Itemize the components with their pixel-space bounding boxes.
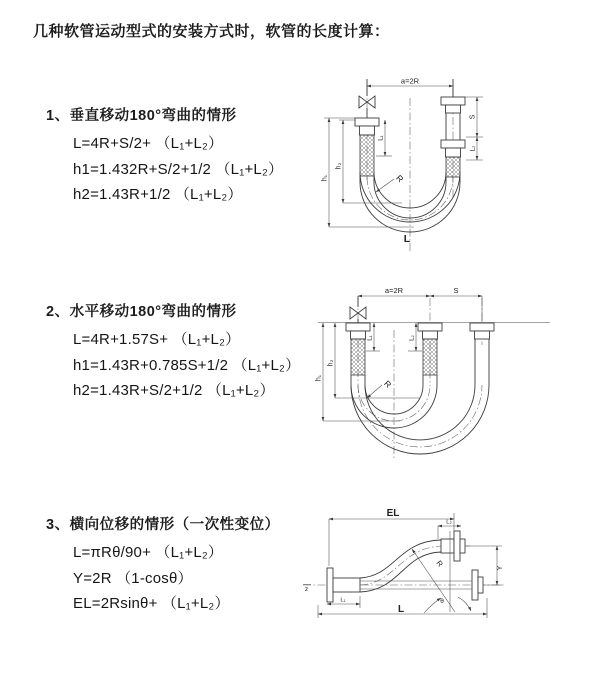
dim-label-l2: L₂ [469,145,477,152]
section-1-heading: 1、垂直移动180°弯曲的情形 [46,108,237,124]
angle-label: θ [440,598,444,605]
formula-line: h1=1.43R+0.785S+1/2 （L₁+L₂） [73,356,301,374]
dim-label-l2: L₂ [408,335,416,341]
hose-u-bend [351,339,489,454]
section-2-heading: 2、水平移动180°弯曲的情形 [46,304,237,320]
dim-label-l2: L₂ [446,519,452,526]
dimension-lines [323,296,482,421]
dim-label-s: S [453,286,459,295]
dim-label-l: L [397,604,405,615]
formula-line: L=πRθ/90+ （L₁+L₂） [73,544,224,561]
displaced-end-fitting [441,531,465,561]
dim-label-y: Y [497,565,504,571]
formula-line: EL=2Rsinθ+ （L₁+L₂） [73,595,230,612]
section-3-heading: 3、横向位移的情形（一次性变位） [46,517,280,533]
dim-label-l1: L₁ [366,335,374,341]
centerlines [358,298,482,458]
formula-line: h2=1.43R+1/2 （L₁+L₂） [73,186,243,203]
radius-label: R [382,378,394,390]
dim-label-h2: h₂ [327,359,335,367]
page-title: 几种软管运动型式的安装方式时，软管的长度计算： [33,23,390,40]
moving-end-fitting-pos2 [470,323,494,339]
formula-line: L=4R+S/2+ （L₁+L₂） [73,135,224,152]
formula-line: Y=2R （1-cosθ） [73,569,193,587]
dim-label-l1: L₁ [340,597,346,604]
dim-label-h1: h₁ [315,374,323,382]
length-label: L [403,233,411,245]
centerline-mark: z [304,586,309,593]
centerlines [367,88,453,252]
left-fitting [355,118,379,176]
dim-label-el: EL [386,508,400,519]
radius-label: R [394,172,406,185]
dim-label-l1: L₁ [377,135,385,141]
formula-line: L=4R+1.57S+ （L₁+L₂） [73,331,241,348]
fixed-end-fitting [346,323,370,375]
horizontal-180-bend-diagram [295,280,600,475]
section-lateral-displacement [46,515,316,617]
radius-label: R [434,558,445,569]
section-horizontal-180 [46,302,316,404]
formula-line: h2=1.43R+S/2+1/2 （L₁+L₂） [73,382,275,399]
formula-line: h1=1.432R+S/2+1/2 （L₁+L₂） [73,160,284,178]
dim-label-s: S [469,114,477,120]
moving-end-fitting-pos1 [418,323,442,375]
dim-label-a2r: a=2R [400,76,420,86]
vertical-180-bend-diagram [295,70,600,265]
dim-label-h1: h₁ [321,174,329,182]
dim-label-h2: h₂ [335,162,343,170]
section-vertical-180 [46,106,316,208]
lateral-displacement-diagram [295,495,600,660]
dim-label-a2r: a=2R [384,286,404,295]
